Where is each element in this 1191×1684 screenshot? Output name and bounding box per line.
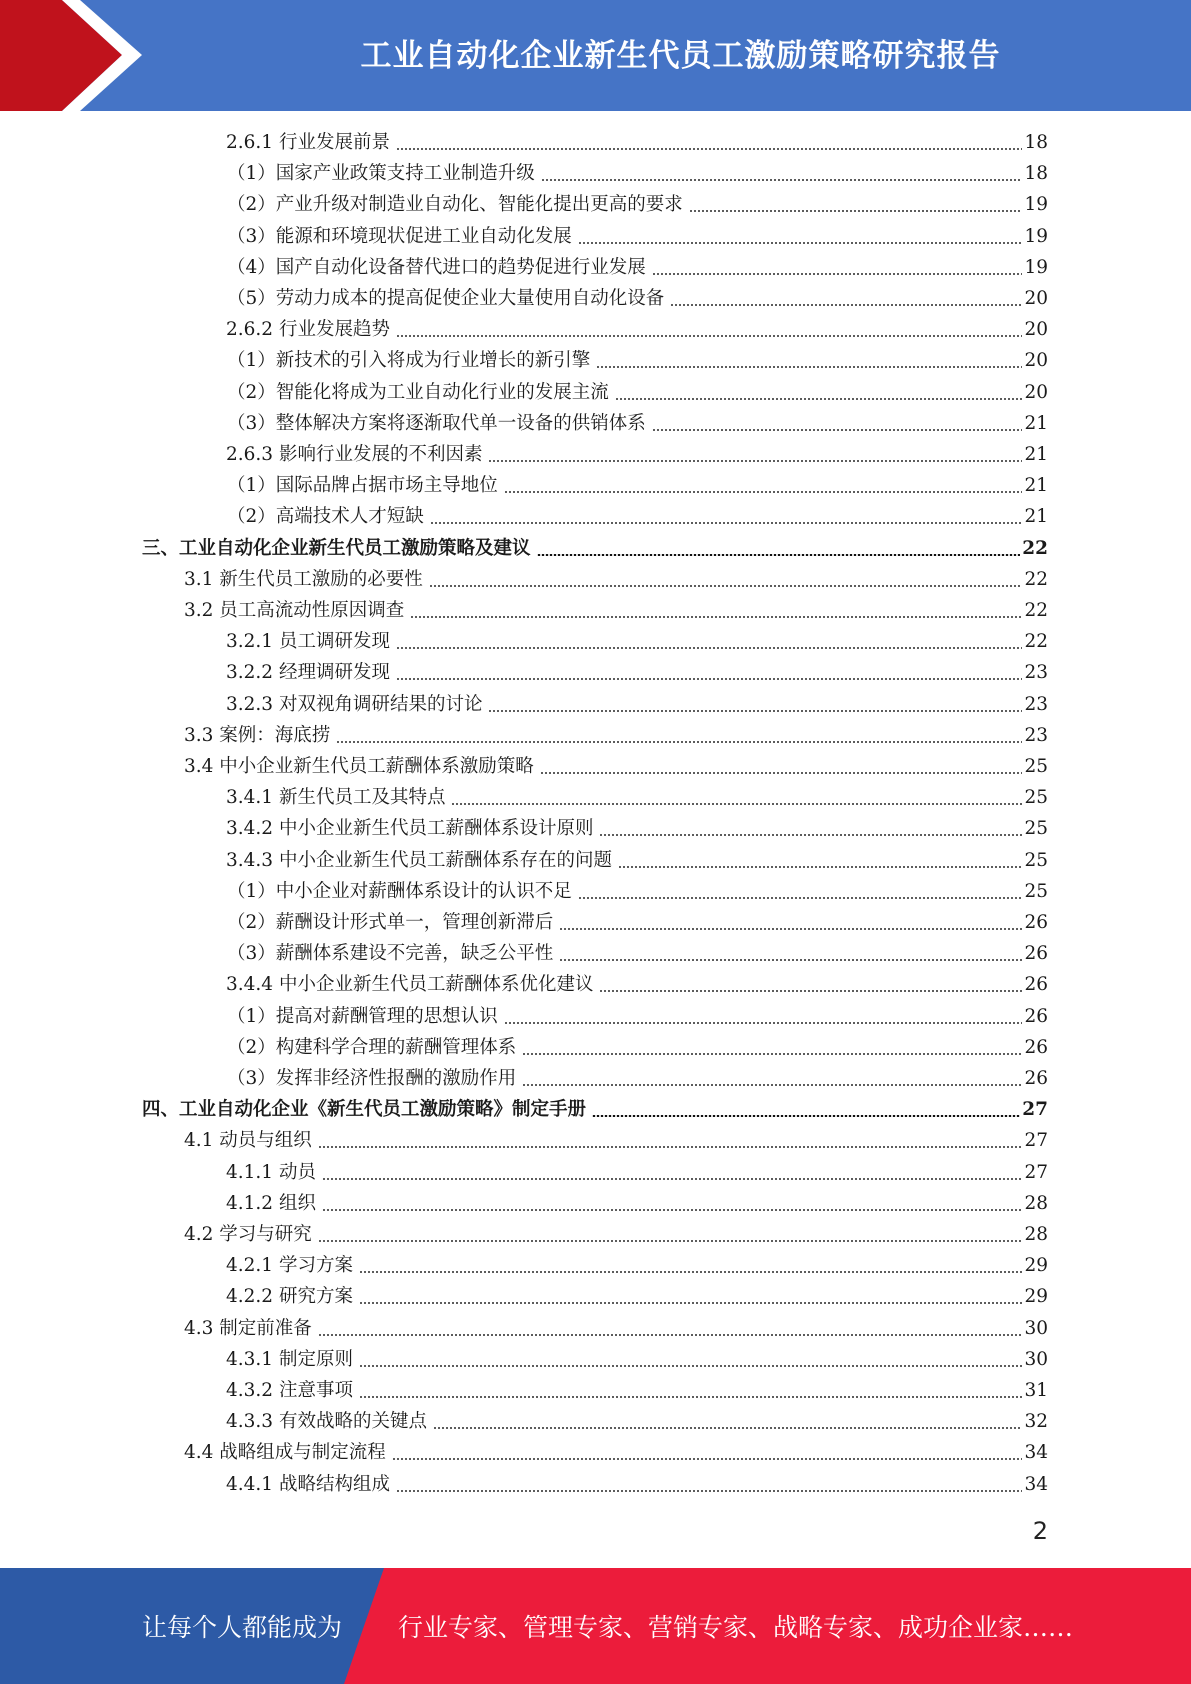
- header-chevron-decoration: [0, 0, 160, 111]
- toc-entry-page: 26: [1024, 943, 1048, 965]
- toc-entry-title: （2）构建科学合理的薪酬管理体系: [227, 1036, 517, 1058]
- toc-dot-leader: [559, 959, 1022, 961]
- toc-entry[interactable]: [227, 221, 1048, 252]
- toc-dot-leader: [430, 522, 1023, 524]
- toc-entry-title: 4.3.1 制定原则: [226, 1348, 353, 1370]
- toc-dot-leader: [396, 647, 1022, 649]
- toc-dot-leader: [578, 897, 1023, 899]
- toc-entry-page: 21: [1024, 475, 1048, 497]
- toc-entry[interactable]: [226, 1344, 1048, 1375]
- toc-entry[interactable]: [226, 1375, 1048, 1406]
- toc-dot-leader: [541, 179, 1023, 181]
- toc-entry[interactable]: [226, 813, 1048, 844]
- toc-dot-leader: [322, 1209, 1023, 1211]
- toc-dot-leader: [396, 1490, 1022, 1492]
- toc-dot-leader: [652, 429, 1023, 431]
- toc-entry-page: 19: [1024, 194, 1048, 216]
- toc-dot-leader: [433, 1427, 1022, 1429]
- toc-entry-title: 3.4.2 中小企业新生代员工薪酬体系设计原则: [226, 818, 594, 840]
- toc-entry-title: 4.1.2 组织: [226, 1192, 316, 1214]
- page-footer: [0, 1568, 1191, 1684]
- toc-entry-page: 22: [1024, 631, 1048, 653]
- toc-dot-leader: [318, 1334, 1023, 1336]
- toc-entry[interactable]: [226, 689, 1048, 720]
- toc-entry-title: 4.3.2 注意事项: [226, 1380, 353, 1401]
- toc-dot-leader: [599, 990, 1022, 992]
- toc-entry-title: （2）智能化将成为工业自动化行业的发展主流: [227, 381, 609, 403]
- toc-entry-page: 31: [1024, 1380, 1048, 1401]
- toc-dot-leader: [615, 398, 1023, 400]
- toc-dot-leader: [540, 772, 1023, 774]
- toc-entry-page: 26: [1024, 912, 1048, 933]
- toc-entry-page: 18: [1024, 132, 1048, 153]
- toc-dot-leader: [451, 803, 1022, 805]
- toc-entry-page: 20: [1024, 319, 1048, 341]
- toc-entry[interactable]: [226, 1469, 1048, 1500]
- toc-entry[interactable]: [226, 782, 1048, 813]
- toc-entry[interactable]: [226, 626, 1048, 657]
- toc-dot-leader: [592, 1115, 1020, 1117]
- toc-entry-title: （3）薪酬体系建设不完善，缺乏公平性: [227, 943, 554, 965]
- toc-dot-leader: [488, 460, 1022, 462]
- toc-dot-leader: [359, 1396, 1023, 1398]
- toc-entry[interactable]: [184, 751, 1048, 782]
- toc-entry[interactable]: [184, 720, 1048, 751]
- toc-entry-page: 23: [1024, 724, 1048, 746]
- toc-entry-title: （1）中小企业对薪酬体系设计的认识不足: [227, 880, 572, 902]
- toc-dot-leader: [504, 491, 1023, 493]
- toc-entry[interactable]: [226, 845, 1048, 876]
- toc-entry-page: 32: [1024, 1411, 1048, 1433]
- toc-entry[interactable]: [226, 314, 1048, 345]
- toc-dot-leader: [322, 1178, 1023, 1180]
- toc-entry-page: 25: [1024, 818, 1048, 840]
- toc-entry-title: （1）新技术的引入将成为行业增长的新引擎: [227, 350, 591, 372]
- toc-entry-page: 29: [1024, 1286, 1048, 1308]
- toc-entry[interactable]: [227, 907, 1048, 938]
- toc-dot-leader: [618, 866, 1022, 868]
- toc-entry-title: （3）整体解决方案将逐渐取代单一设备的供销体系: [227, 412, 646, 434]
- toc-entry-title: （3）发挥非经济性报酬的激励作用: [227, 1068, 517, 1089]
- toc-entry-page: 21: [1024, 444, 1048, 465]
- toc-dot-leader: [359, 1302, 1023, 1304]
- toc-entry-page: 23: [1024, 693, 1048, 715]
- toc-entry[interactable]: [226, 127, 1048, 158]
- toc-entry-page: 19: [1024, 225, 1048, 247]
- toc-entry-page: 25: [1024, 880, 1048, 902]
- toc-dot-leader: [599, 834, 1022, 836]
- toc-entry-page: 20: [1024, 350, 1048, 372]
- toc-entry[interactable]: [226, 1188, 1048, 1219]
- toc-entry[interactable]: [226, 969, 1048, 1000]
- toc-entry-title: 4.3 制定前准备: [184, 1317, 312, 1339]
- toc-dot-leader: [504, 1022, 1023, 1024]
- toc-entry-title: 4.2 学习与研究: [184, 1224, 312, 1245]
- toc-dot-leader: [396, 678, 1022, 680]
- toc-dot-leader: [670, 304, 1022, 306]
- toc-dot-leader: [522, 1084, 1022, 1086]
- toc-dot-leader: [392, 1458, 1023, 1460]
- toc-entry[interactable]: [226, 657, 1048, 688]
- report-title: 工业自动化企业新生代员工激励策略研究报告: [360, 37, 1001, 74]
- toc-entry-page: 27: [1024, 1161, 1048, 1183]
- toc-dot-leader: [429, 585, 1023, 587]
- toc-entry[interactable]: [142, 1094, 1048, 1125]
- page-header: [0, 0, 1191, 111]
- toc-entry-title: 3.4.4 中小企业新生代员工薪酬体系优化建议: [226, 974, 594, 996]
- toc-entry[interactable]: [227, 158, 1048, 189]
- toc-entry-page: 34: [1024, 1473, 1048, 1495]
- toc-entry-page: 28: [1024, 1224, 1048, 1245]
- toc-entry-page: 22: [1022, 537, 1048, 559]
- toc-entry[interactable]: [142, 533, 1048, 564]
- toc-entry-page: 22: [1024, 568, 1048, 590]
- toc-entry[interactable]: [226, 1157, 1048, 1188]
- toc-entry[interactable]: [227, 408, 1048, 439]
- toc-entry-title: 3.1 新生代员工激励的必要性: [184, 568, 423, 590]
- toc-entry[interactable]: [227, 252, 1048, 283]
- page-number: 2: [1032, 1517, 1048, 1545]
- toc-entry-title: 4.1.1 动员: [226, 1161, 316, 1183]
- toc-dot-leader: [559, 928, 1022, 930]
- footer-slogan-right: 行业专家、管理专家、营销专家、战略专家、成功企业家……: [398, 1613, 1074, 1642]
- toc-dot-leader: [578, 242, 1023, 244]
- toc-entry-title: 3.4.1 新生代员工及其特点: [226, 787, 446, 809]
- toc-entry[interactable]: [184, 1437, 1048, 1468]
- toc-entry-page: 26: [1024, 1005, 1048, 1027]
- toc-entry[interactable]: [227, 377, 1048, 408]
- toc-dot-leader: [652, 273, 1023, 275]
- toc-entry-page: 29: [1024, 1255, 1048, 1277]
- toc-entry-page: 20: [1024, 288, 1048, 309]
- toc-entry-page: 26: [1024, 974, 1048, 996]
- toc-entry[interactable]: [226, 439, 1048, 470]
- toc-entry[interactable]: [184, 1313, 1048, 1344]
- toc-entry-page: 28: [1024, 1192, 1048, 1214]
- toc-entry-title: （2）产业升级对制造业自动化、智能化提出更高的要求: [227, 194, 683, 216]
- toc-entry-page: 20: [1024, 381, 1048, 403]
- toc-entry-title: （1）提高对薪酬管理的思想认识: [227, 1005, 498, 1027]
- footer-slogan-left: 让每个人都能成为: [142, 1613, 343, 1642]
- toc-entry-page: 18: [1024, 163, 1048, 185]
- toc-entry[interactable]: [227, 876, 1048, 907]
- toc-entry[interactable]: [226, 1406, 1048, 1437]
- toc-entry-page: 26: [1024, 1068, 1048, 1089]
- toc-entry[interactable]: [227, 501, 1048, 532]
- toc-dot-leader: [488, 710, 1022, 712]
- toc-entry-title: 3.4.3 中小企业新生代员工薪酬体系存在的问题: [226, 849, 612, 871]
- toc-entry-page: 22: [1024, 600, 1048, 621]
- toc-dot-leader: [318, 1146, 1023, 1148]
- toc-dot-leader: [396, 335, 1022, 337]
- toc-entry-title: 2.6.1 行业发展前景: [226, 132, 390, 153]
- toc-entry[interactable]: [184, 595, 1048, 626]
- toc-entry-title: 4.1 动员与组织: [184, 1130, 312, 1152]
- toc-entry-title: （4）国产自动化设备替代进口的趋势促进行业发展: [227, 256, 646, 278]
- toc-entry-title: 3.4 中小企业新生代员工薪酬体系激励策略: [184, 756, 534, 777]
- toc-entry-title: 4.4.1 战略结构组成: [226, 1473, 390, 1495]
- toc-entry-title: 2.6.3 影响行业发展的不利因素: [226, 444, 483, 465]
- toc-entry[interactable]: [184, 564, 1048, 595]
- toc-dot-leader: [336, 741, 1022, 743]
- toc-entry-title: 4.2.2 研究方案: [226, 1286, 353, 1308]
- toc-entry-title: （1）国际品牌占据市场主导地位: [227, 475, 498, 497]
- toc-dot-leader: [410, 616, 1022, 618]
- toc-entry[interactable]: [227, 470, 1048, 501]
- toc-entry-title: 3.2.3 对双视角调研结果的讨论: [226, 693, 483, 715]
- toc-entry[interactable]: [226, 1250, 1048, 1281]
- toc-dot-leader: [359, 1365, 1023, 1367]
- toc-dot-leader: [596, 366, 1022, 368]
- toc-entry[interactable]: [227, 283, 1048, 314]
- toc-dot-leader: [396, 148, 1022, 150]
- toc-entry-page: 27: [1024, 1130, 1048, 1152]
- toc-entry[interactable]: [227, 1032, 1048, 1063]
- toc-entry[interactable]: [227, 938, 1048, 969]
- toc-entry-title: （2）薪酬设计形式单一，管理创新滞后: [227, 912, 554, 933]
- toc-entry[interactable]: [227, 1001, 1048, 1032]
- toc-entry-page: 21: [1024, 506, 1048, 528]
- toc-entry[interactable]: [184, 1219, 1048, 1250]
- toc-entry-title: （3）能源和环境现状促进工业自动化发展: [227, 225, 572, 247]
- toc-entry-title: 4.4 战略组成与制定流程: [184, 1442, 386, 1464]
- toc-entry-title: （1）国家产业政策支持工业制造升级: [227, 163, 535, 185]
- toc-entry-title: 2.6.2 行业发展趋势: [226, 319, 390, 341]
- toc-entry-page: 23: [1024, 662, 1048, 684]
- toc-entry[interactable]: [226, 1281, 1048, 1312]
- toc-entry[interactable]: [184, 1125, 1048, 1156]
- toc-dot-leader: [359, 1271, 1023, 1273]
- toc-entry-title: 3.2.1 员工调研发现: [226, 631, 390, 653]
- toc-dot-leader: [522, 1053, 1022, 1055]
- toc-entry-title: 4.2.1 学习方案: [226, 1255, 353, 1277]
- toc-entry-page: 19: [1024, 256, 1048, 278]
- toc-entry-title: （2）高端技术人才短缺: [227, 506, 424, 528]
- toc-entry-page: 30: [1024, 1348, 1048, 1370]
- toc-entry-page: 25: [1024, 787, 1048, 809]
- toc-entry[interactable]: [227, 345, 1048, 376]
- toc-entry[interactable]: [227, 1063, 1048, 1094]
- toc-entry[interactable]: [227, 189, 1048, 220]
- toc-entry-title: 4.3.3 有效战略的关键点: [226, 1411, 427, 1433]
- toc-dot-leader: [537, 554, 1021, 556]
- toc-dot-leader: [689, 210, 1023, 212]
- toc-dot-leader: [318, 1240, 1023, 1242]
- toc-entry-page: 34: [1024, 1442, 1048, 1464]
- toc-entry-page: 21: [1024, 412, 1048, 434]
- toc-entry-title: 3.3 案例：海底捞: [184, 724, 331, 746]
- toc-entry-title: （5）劳动力成本的提高促使企业大量使用自动化设备: [227, 288, 665, 309]
- toc-entry-page: 25: [1024, 756, 1048, 777]
- toc-entry-page: 25: [1024, 849, 1048, 871]
- toc-entry-title: 三、工业自动化企业新生代员工激励策略及建议: [142, 537, 531, 559]
- toc-entry-title: 3.2 员工高流动性原因调查: [184, 600, 405, 621]
- toc-entry-title: 四、工业自动化企业《新生代员工激励策略》制定手册: [142, 1099, 587, 1121]
- toc-entry-page: 30: [1024, 1317, 1048, 1339]
- toc-entry-page: 27: [1022, 1099, 1048, 1121]
- toc-entry-page: 26: [1024, 1036, 1048, 1058]
- toc-entry-title: 3.2.2 经理调研发现: [226, 662, 390, 684]
